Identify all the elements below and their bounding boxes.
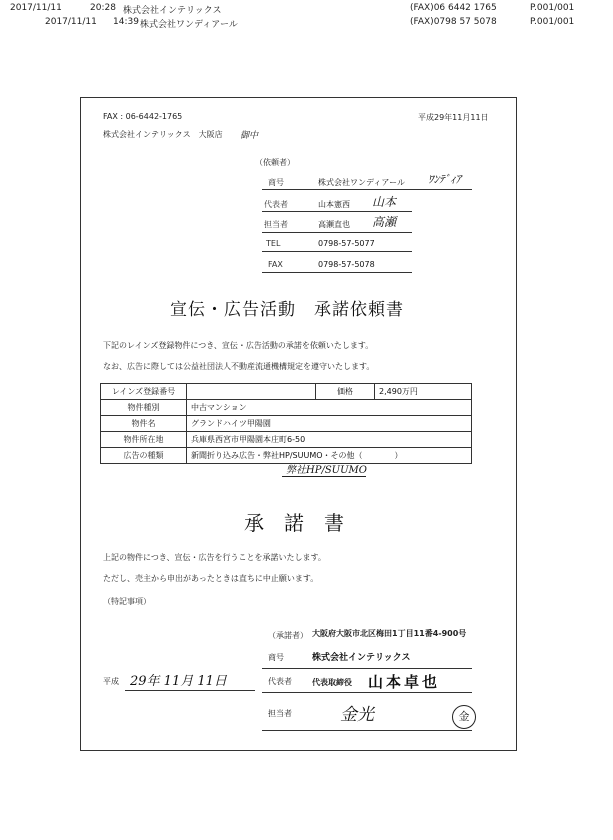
requester-staff: 高瀬直也 [318,220,350,229]
reins-number-value [187,384,316,400]
property-table [100,383,472,464]
reins-number-label: レインズ登録番号 [101,384,187,400]
addressee: 株式会社インテリックス 大阪店 [103,130,223,139]
table-row [101,432,472,448]
property-type-label: 物件種別 [101,400,187,416]
fax-header-sender-1: 株式会社インテリックス [123,6,222,16]
fax-header-number-2: (FAX)0798 57 5078 [410,17,497,27]
requester-row-line [262,189,472,190]
requester-tel: 0798-57-5077 [318,239,375,248]
fax-header-date-1: 2017/11/11 [10,3,62,13]
property-type-value: 中古マンション [187,400,472,416]
table-row [101,416,472,432]
fax-header-time-2: 14:39 [113,17,139,27]
fax-header-page-2: P.001/001 [530,17,575,27]
requester-representative: 山本憲西 [318,200,350,209]
property-name-value: グランドハイツ甲陽園 [187,416,472,432]
special-notes-label: （特記事項） [103,597,151,606]
consent-date-era: 平成 [103,677,119,686]
consent-date-handwritten: 29年 11月 11日 [130,674,227,689]
ad-type-handwritten: 弊社HP/SUUMO [286,465,367,476]
consentor-rep-name: 山本卓也 [368,673,441,691]
ad-type-options: 新聞折り込み広告・弊社HP/SUUMO・その他（ ） [191,451,403,460]
recipient-fax-number: FAX : 06-6442-1765 [103,112,183,121]
consentor-row-line [262,692,472,693]
consentor-company: 株式会社インテリックス [312,653,411,663]
request-date: 平成29年11月11日 [418,113,489,122]
requester-label-representative: 代表者 [264,200,288,209]
requester-company-signature: ﾜﾝﾃﾞｨｱ [428,173,461,186]
requester-label-fax: FAX [268,260,283,269]
consentor-heading: （承諾者） [268,631,308,640]
consentor-rep-title: 代表取締役 [312,678,352,687]
requester-row-line [262,251,412,252]
consentor-row-line [262,730,472,731]
property-name-label: 物件名 [101,416,187,432]
requester-fax: 0798-57-5078 [318,260,375,269]
table-row [101,400,472,416]
fax-header-date-2: 2017/11/11 [45,17,97,27]
consent-line-2: ただし、売主から申出があったときは直ちに中止願います。 [103,574,319,583]
ad-type-underline [282,476,366,477]
price-label: 価格 [316,384,375,400]
requester-representative-signature: 山本 [372,195,397,209]
consentor-row-line [262,668,472,669]
requester-row-line [262,211,412,212]
requester-row-line [262,232,412,233]
ad-type-label: 広告の種類 [101,448,187,464]
seal-stamp: 金 [452,705,476,729]
requester-label-staff: 担当者 [264,220,288,229]
consentor-address: 大阪府大阪市北区梅田1丁目11番4-900号 [312,629,467,638]
requester-row-line [262,272,412,273]
price-value: 2,490万円 [375,384,472,400]
addressee-honorific: 御中 [240,131,259,141]
consentor-staff-signature: 金光 [340,705,374,725]
requester-company: 株式会社ワンディアール [318,178,405,187]
intro-line-2: なお、広告に際しては公益社団法人不動産流通機構規定を遵守いたします。 [103,362,375,371]
consentor-company-label: 商号 [268,653,284,662]
fax-header-number-1: (FAX)06 6442 1765 [410,3,497,13]
requester-label-tel: TEL [266,239,281,248]
fax-header-sender-2: 株式会社ワンディアール [140,20,238,30]
requester-heading: （依頼者） [255,158,295,167]
consentor-staff-label: 担当者 [268,709,292,718]
property-address-label: 物件所在地 [101,432,187,448]
consent-date-line [125,690,255,691]
requester-label-company: 商号 [268,178,284,187]
property-address-value: 兵庫県西宮市甲陽園本庄町6-50 [187,432,472,448]
fax-header-page-1: P.001/001 [530,3,575,13]
fax-header-time-1: 20:28 [90,3,116,13]
consent-line-1: 上記の物件につき、宣伝・広告を行うことを承諾いたします。 [103,553,326,562]
consentor-rep-label: 代表者 [268,677,292,686]
consent-title: 承 諾 書 [244,511,344,535]
intro-line-1: 下記のレインズ登録物件につき、宣伝・広告活動の承諾を依頼いたします。 [103,341,374,350]
table-row [101,384,472,400]
requester-staff-signature: 高瀬 [372,215,397,229]
document-title: 宣伝・広告活動 承諾依頼書 [170,300,404,320]
